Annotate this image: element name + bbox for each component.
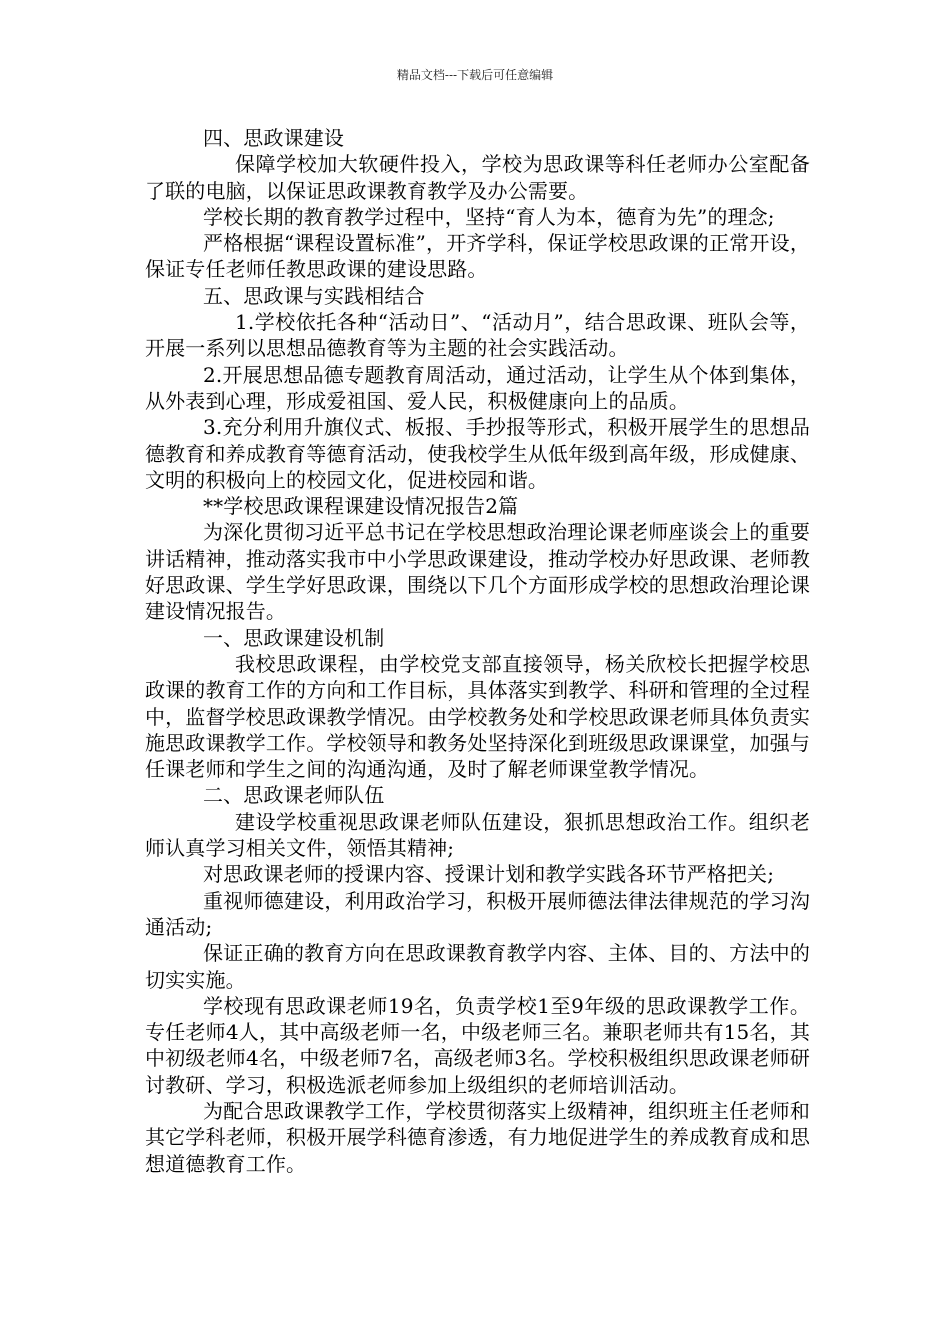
paragraph: 重视师德建设，利用政治学习，积极开展师德法律法律规范的学习沟通活动; [145,888,810,939]
paragraph: 严格根据“课程设置标准”，开齐学科，保证学校思政课的正常开设，保证专任老师任教思政课的建设思路。 [145,231,810,282]
paragraph: 五、思政课与实践相结合 [203,283,425,308]
paragraph: 对思政课老师的授课内容、授课计划和教学实践各环节严格把关; [203,862,775,887]
paragraph: 1.学校依托各种“活动日”、“活动月”，结合思政课、班队会等，开展一系列以思想品德教育等为主题的社会实践活动。 [145,310,810,361]
page-header: 精品文档---下载后可任意编辑 [396,68,554,82]
document-body [145,125,810,1177]
paragraph: 2.开展思想品德专题教育周活动，通过活动，让学生从个体到集体，从外表到心理，形成爱祖国、爱人民，积极健康向上的品质。 [145,362,810,413]
paragraph: 学校现有思政课老师19名，负责学校1至9年级的思政课教学工作。专任老师4人，其中高级老师一名，中级老师三名。兼职老师共有15名，其中初级老师4名，中级老师7名，高级老师3名。学校积极组织思政课老师研讨教研、学习，积极选派老师参加上级组织的老师培训活动。 [145,993,810,1097]
paragraph: 我校思政课程，由学校党支部直接领导，杨关欣校长把握学校思政课的教育工作的方向和工作目标，具体落实到教学、科研和管理的全过程中，监督学校思政课教学情况。由学校教务处和学校思政课老师具体负责实施思政课教学工作。学校领导和教务处坚持深化到班级思政课课堂，加强与任课老师和学生之间的沟通沟通，及时了解老师课堂教学情况。 [145,651,810,782]
paragraph: 建设学校重视思政课老师队伍建设，狠抓思想政治工作。组织老师认真学习相关文件，领悟其精神; [145,809,810,861]
paragraph: 二、思政课老师队伍 [203,783,385,808]
paragraph: **学校思政课程课建设情况报告2篇 [203,494,519,519]
paragraph: 保证正确的教育方向在思政课教育教学内容、主体、目的、方法中的切实实施。 [145,941,810,992]
paragraph: 保障学校加大软硬件投入，学校为思政课等科任老师办公室配备了联的电脑，以保证思政课教育教学及办公需要。 [145,152,810,203]
paragraph: 学校长期的教育教学过程中，坚持“育人为本，德育为先”的理念; [203,204,775,229]
paragraph: 一、思政课建设机制 [203,625,385,650]
paragraph: 为配合思政课教学工作，学校贯彻落实上级精神，组织班主任老师和其它学科老师，积极开展学科德育渗透，有力地促进学生的养成教育成和思想道德教育工作。 [145,1098,810,1176]
paragraph: 3.充分利用升旗仪式、板报、手抄报等形式，积极开展学生的思想品德教育和养成教育等德育活动，使我校学生从低年级到高年级，形成健康、文明的积极向上的校园文化，促进校园和谐。 [145,415,810,492]
paragraph: 四、思政课建设 [203,126,345,150]
paragraph: 为深化贯彻习近平总书记在学校思想政治理论课老师座谈会上的重要讲话精神，推动落实我市中小学思政课建设，推动学校办好思政课、老师教好思政课、学生学好思政课，围绕以下几个方面形成学校的思想政治理论课建设情况报告。 [145,520,810,624]
